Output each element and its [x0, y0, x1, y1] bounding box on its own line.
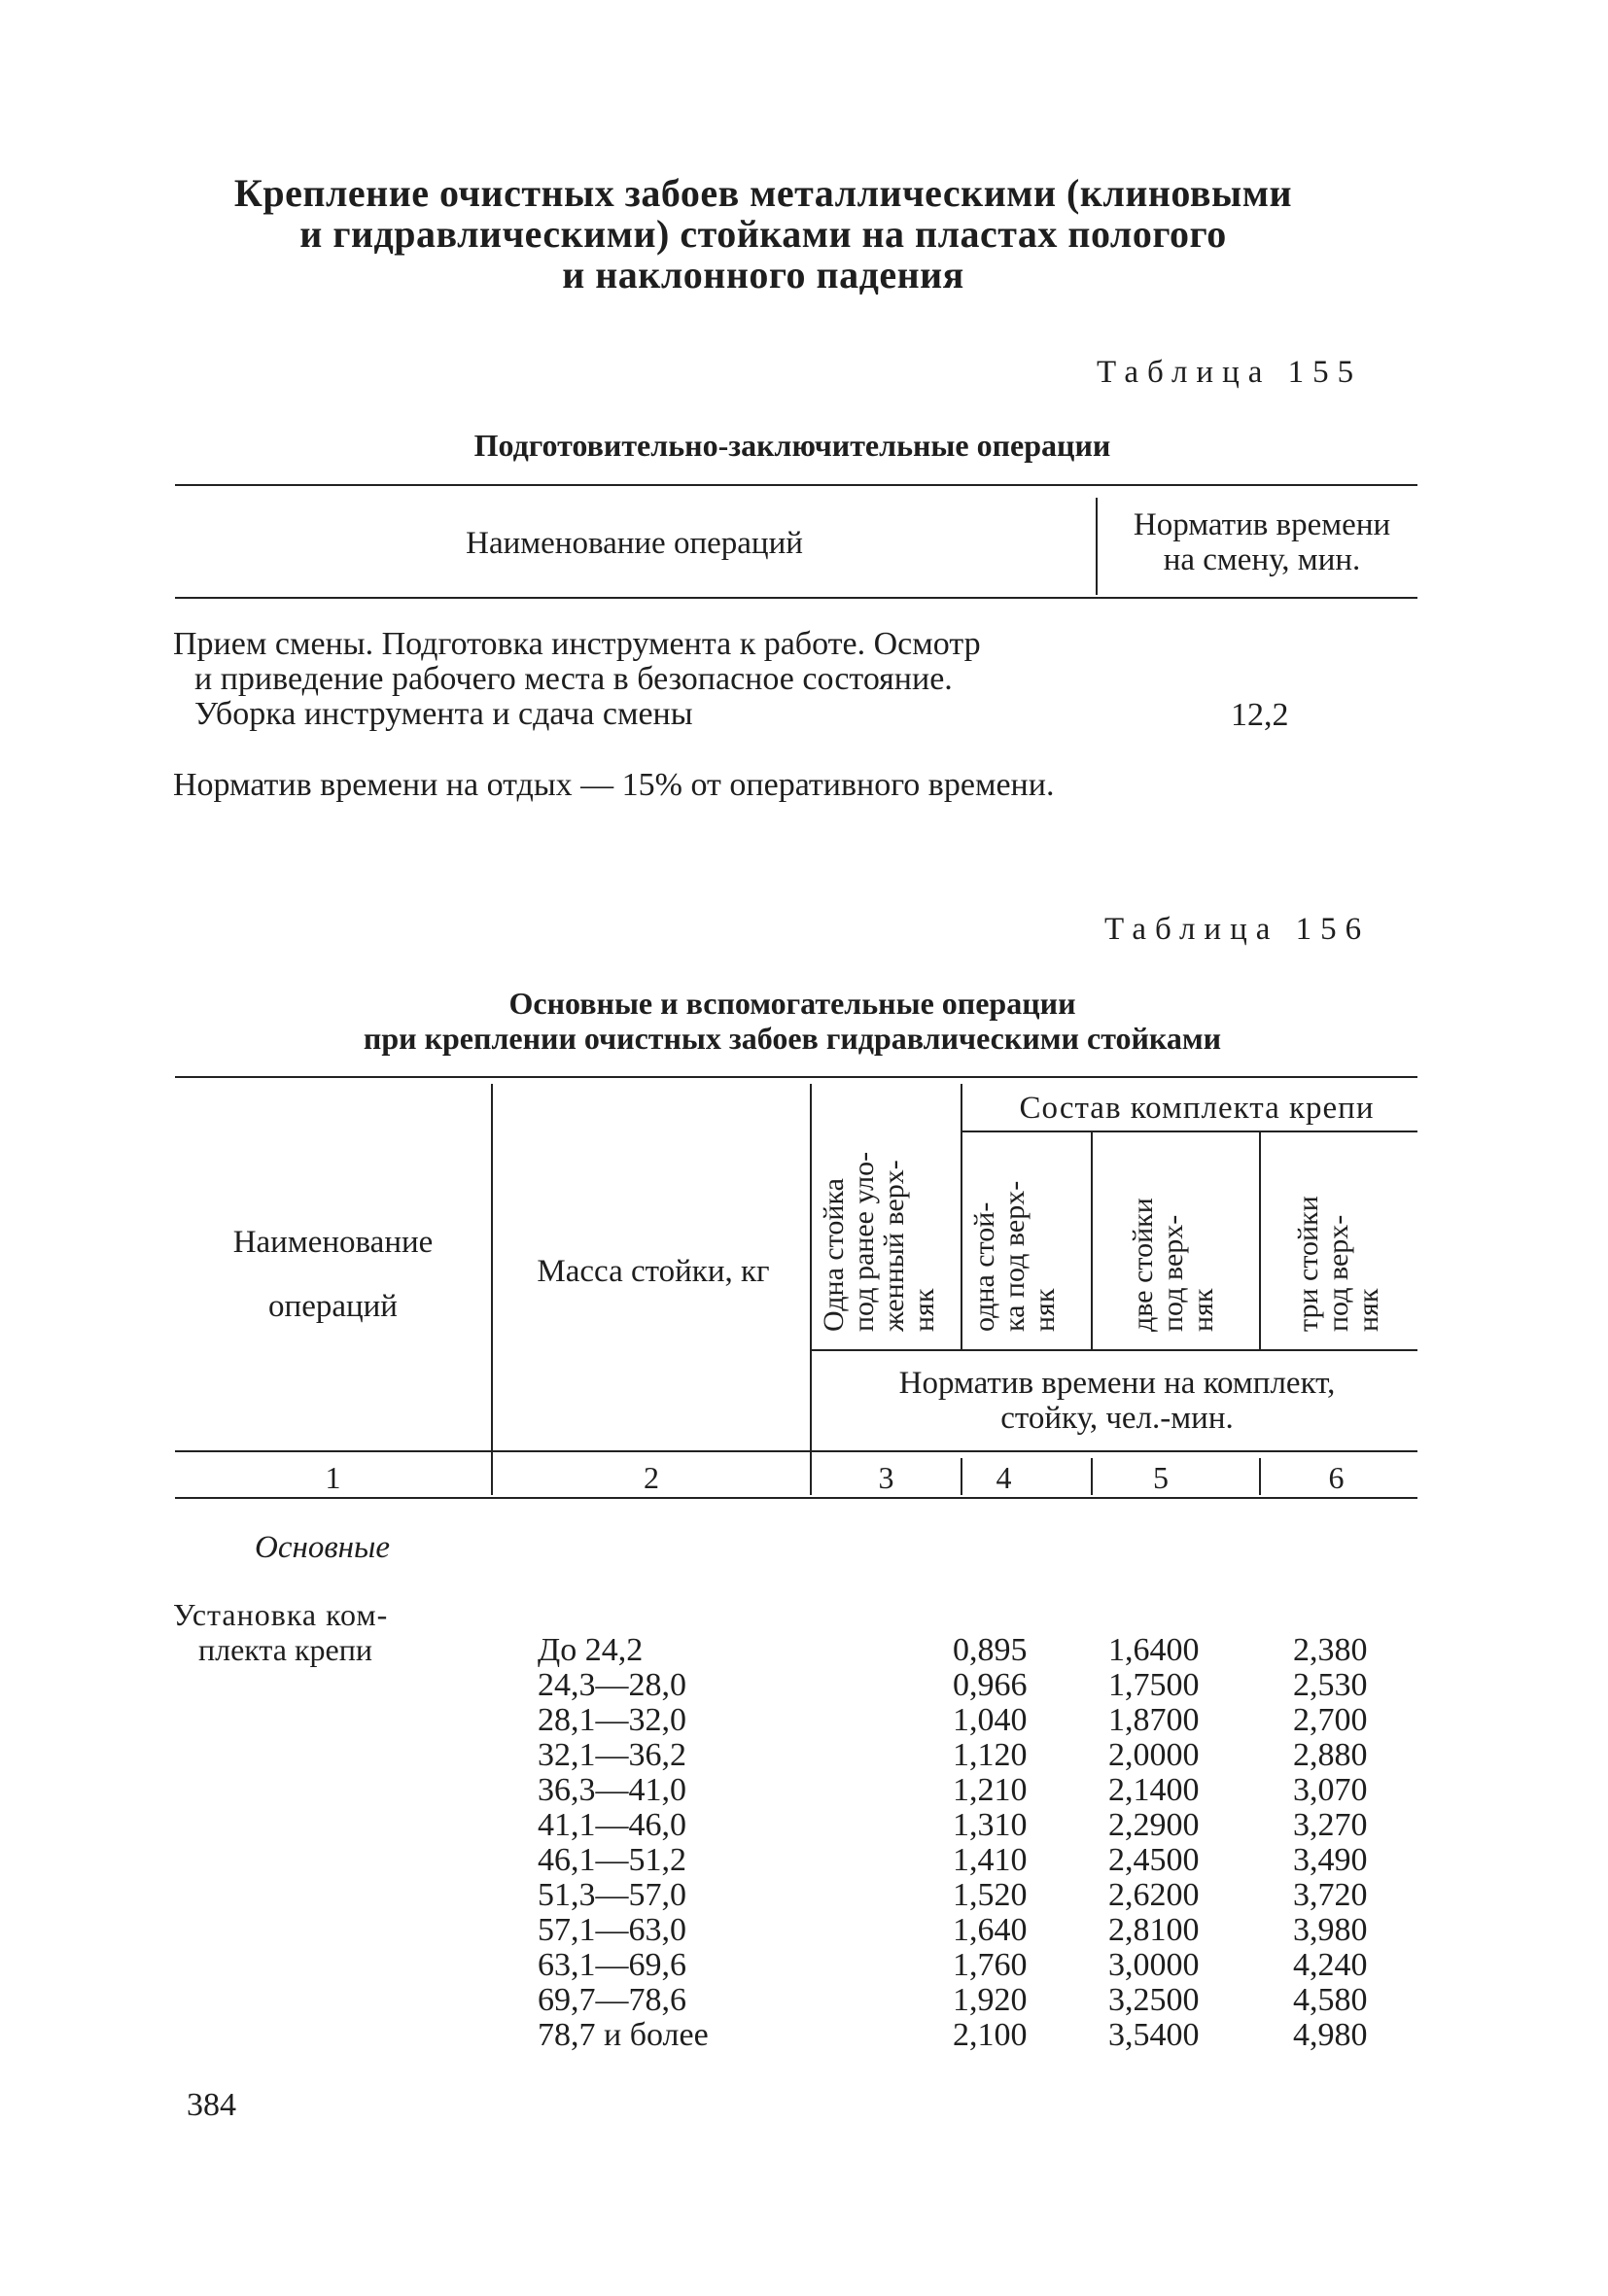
value-cell: 0,966 [953, 1667, 1028, 1703]
value-cell: 1,210 [953, 1772, 1028, 1808]
row-text-line: Уборка инструмента и сдача смены [194, 696, 693, 732]
table-156-group-rule [962, 1131, 1417, 1132]
operation-name [173, 1597, 388, 1667]
col3-line: под ранее уло- [848, 1151, 880, 1332]
mass-cell: 46,1—51,2 [538, 1842, 686, 1878]
table-155-label: Таблица 155 [1097, 355, 1363, 390]
value-cell: 1,6400 [1108, 1632, 1200, 1668]
col-number-5: 5 [1153, 1460, 1169, 1495]
mass-cell: 32,1—36,2 [538, 1737, 686, 1773]
col-number-6: 6 [1328, 1460, 1345, 1495]
col5-line: две стойки [1127, 1198, 1159, 1332]
value-cell: 1,920 [953, 1982, 1028, 2018]
mass-cell: 63,1—69,6 [538, 1947, 686, 1983]
value-cell: 1,410 [953, 1842, 1028, 1878]
row-text-line: Прием смены. Подготовка инструмента к работе. Осмотр [173, 626, 981, 662]
mass-cell: 36,3—41,0 [538, 1772, 686, 1808]
value-cell: 4,240 [1293, 1947, 1368, 1983]
value-cell: 2,700 [1293, 1702, 1368, 1738]
table-156-header-mass: Масса стойки, кг [537, 1254, 770, 1289]
col4-line: ка под верх- [998, 1180, 1031, 1332]
value-cell: 2,2900 [1108, 1807, 1200, 1843]
col5-line: под верх- [1157, 1214, 1189, 1332]
value-cell: 3,2500 [1108, 1982, 1200, 2018]
value-cell: 3,270 [1293, 1807, 1368, 1843]
mass-cell: 51,3—57,0 [538, 1877, 686, 1913]
col6-line: няк [1352, 1288, 1384, 1332]
table-156-header-rule [175, 1450, 1417, 1452]
mass-cell: 78,7 и более [538, 2017, 709, 2053]
col-number-4: 4 [996, 1460, 1012, 1495]
table-155-top-rule [175, 484, 1417, 486]
rest-note: Норматив времени на отдых — 15% от оперативного времени. [173, 767, 1055, 803]
value-cell: 2,6200 [1108, 1877, 1200, 1913]
value-cell: 2,380 [1293, 1632, 1368, 1668]
table-155-divider [1096, 498, 1098, 595]
value-cell: 2,8100 [1108, 1912, 1200, 1948]
table-155-header-name: Наименование операций [466, 526, 803, 561]
table-156-divider-4 [1091, 1132, 1093, 1349]
mass-cell: 28,1—32,0 [538, 1702, 686, 1738]
table-156-divider-3 [961, 1084, 962, 1349]
table-156-caption [175, 986, 1410, 1056]
caption-line: Основные и вспомогательные операции [508, 986, 1076, 1021]
col3-line: няк [908, 1288, 940, 1332]
section-title-line: Крепление очистных забоев металлическими (клиновыми [233, 171, 1293, 215]
section-title [146, 173, 1381, 296]
operation-name-line: Установка ком- [173, 1597, 389, 1632]
value-cell: 4,980 [1293, 2017, 1368, 2053]
mass-cell: 24,3—28,0 [538, 1667, 686, 1703]
section-title-line: и гидравлическими) стойками на пластах пологого [299, 212, 1227, 256]
table-156-divider-5 [1259, 1132, 1261, 1349]
header-norm-line: на смену, мин. [1163, 542, 1361, 577]
col5-line: няк [1187, 1288, 1219, 1332]
header-norm-line: Норматив времени [1133, 507, 1391, 542]
operation-name-line: плекта крепи [198, 1632, 372, 1667]
col-number-2: 2 [644, 1460, 659, 1495]
table-155-row-text [173, 627, 981, 732]
mass-column [538, 1633, 709, 2053]
col6-line: три стойки [1292, 1196, 1324, 1332]
table-155-row-value: 12,2 [1231, 697, 1289, 733]
value-cell: 3,980 [1293, 1912, 1368, 1948]
table-156-label: Таблица 156 [1104, 912, 1371, 947]
col5-values [1108, 1633, 1200, 2053]
mass-cell: 57,1—63,0 [538, 1912, 686, 1948]
table-156-header-norm [817, 1366, 1417, 1436]
table-156-header-group: Состав комплекта крепи [1019, 1091, 1375, 1126]
value-cell: 1,8700 [1108, 1702, 1200, 1738]
header-norm-line: Норматив времени на комплект, [898, 1366, 1336, 1401]
table-156-header-name [175, 1210, 491, 1339]
section-title-line: и наклонного падения [562, 253, 964, 296]
value-cell: 3,490 [1293, 1842, 1368, 1878]
table-156-header-col6 [1293, 1196, 1383, 1332]
table-156-divider-2 [810, 1084, 812, 1495]
value-cell: 1,7500 [1108, 1667, 1200, 1703]
header-name-line: операций [268, 1289, 398, 1324]
value-cell: 3,070 [1293, 1772, 1368, 1808]
value-cell: 2,4500 [1108, 1842, 1200, 1878]
col-number-1: 1 [325, 1460, 341, 1495]
value-cell: 2,1400 [1108, 1772, 1200, 1808]
value-cell: 1,760 [953, 1947, 1028, 1983]
col-number-3: 3 [878, 1460, 894, 1495]
table-156-number-rule [175, 1497, 1417, 1499]
caption-line: при креплении очистных забоев гидравлическими стойками [363, 1021, 1222, 1056]
table-156-header-col5 [1128, 1198, 1218, 1332]
value-cell: 2,880 [1293, 1737, 1368, 1773]
value-cell: 1,040 [953, 1702, 1028, 1738]
table-156-top-rule [175, 1076, 1417, 1078]
col4-line: няк [1029, 1288, 1061, 1332]
col4-line: одна стой- [968, 1201, 1000, 1332]
col3-line: женный верх- [878, 1160, 910, 1332]
mass-cell: 41,1—46,0 [538, 1807, 686, 1843]
mass-cell: До 24,2 [538, 1632, 644, 1668]
value-cell: 2,0000 [1108, 1737, 1200, 1773]
value-cell: 3,720 [1293, 1877, 1368, 1913]
header-norm-line: стойку, чел.-мин. [1000, 1401, 1234, 1436]
value-cell: 1,640 [953, 1912, 1028, 1948]
col3-line: Одна стойка [818, 1178, 850, 1332]
table-156-header-col4 [969, 1181, 1060, 1332]
table-155-header-rule [175, 597, 1417, 599]
mass-cell: 69,7—78,6 [538, 1982, 686, 2018]
value-cell: 1,520 [953, 1877, 1028, 1913]
row-text-line: и приведение рабочего места в безопасное состояние. [194, 661, 953, 697]
col6-values [1293, 1633, 1368, 2053]
value-cell: 3,0000 [1108, 1947, 1200, 1983]
value-cell: 2,530 [1293, 1667, 1368, 1703]
table-156-norm-rule [812, 1349, 1417, 1351]
table-156-divider-1 [491, 1084, 493, 1495]
table-155-header-norm [1101, 507, 1422, 577]
table-156-header-col3 [819, 1152, 939, 1332]
page-number: 384 [187, 2087, 236, 2123]
value-cell: 1,310 [953, 1807, 1028, 1843]
table-155-caption: Подготовительно-заключительные операции [473, 428, 1111, 463]
col4-values [953, 1633, 1028, 2053]
value-cell: 2,100 [953, 2017, 1028, 2053]
section-label: Основные [255, 1530, 391, 1565]
value-cell: 0,895 [953, 1632, 1028, 1668]
value-cell: 1,120 [953, 1737, 1028, 1773]
value-cell: 3,5400 [1108, 2017, 1200, 2053]
value-cell: 4,580 [1293, 1982, 1368, 2018]
col6-line: под верх- [1322, 1214, 1354, 1332]
header-name-line: Наименование [232, 1225, 434, 1260]
